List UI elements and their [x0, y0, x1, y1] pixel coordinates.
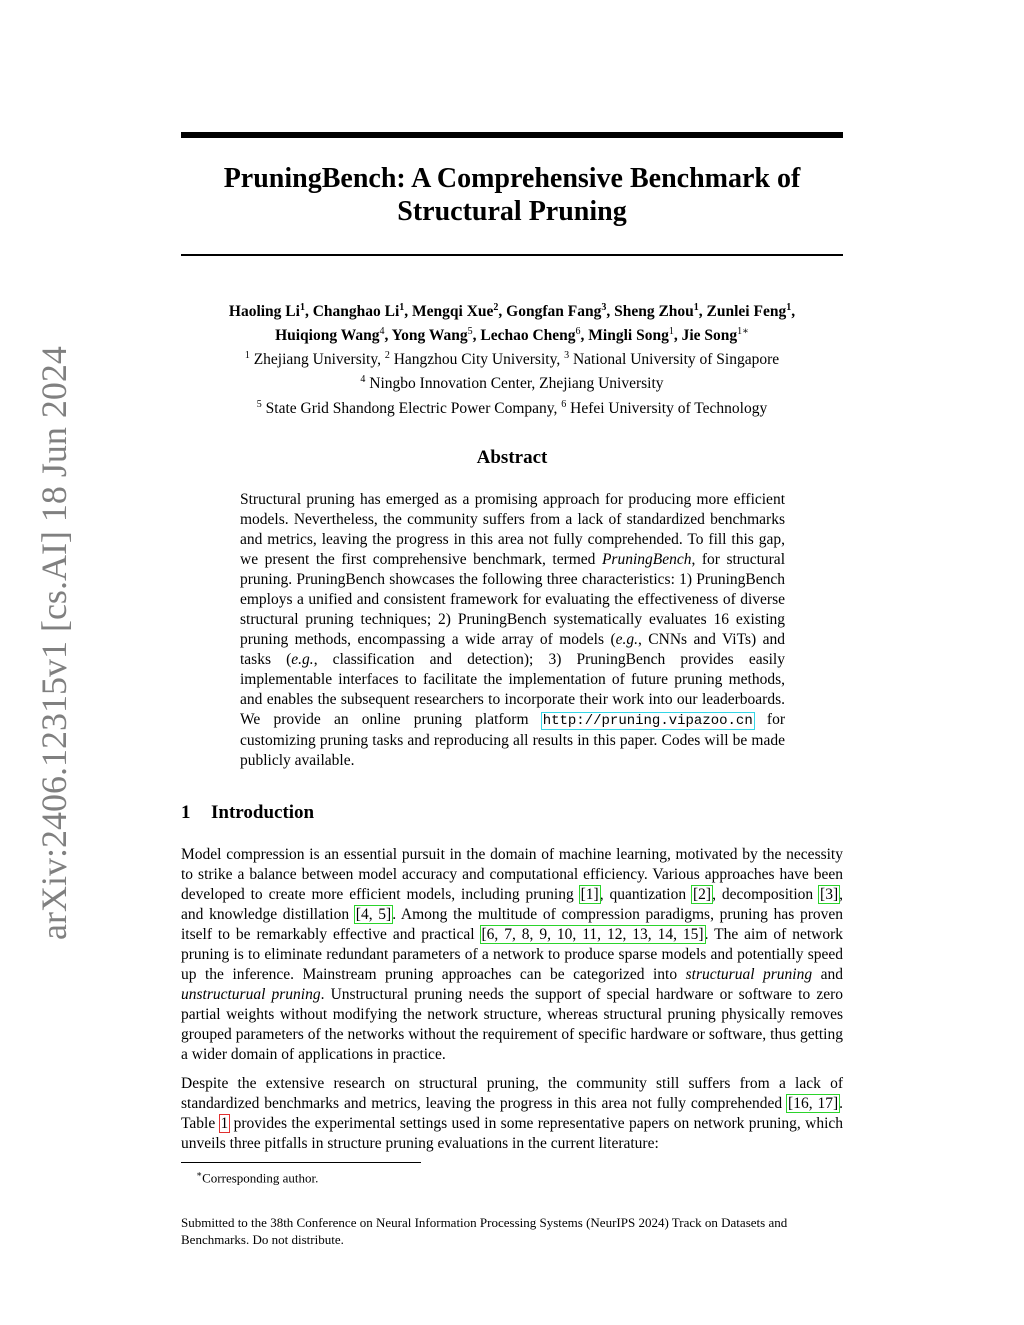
- author-name: Sheng Zhou: [614, 303, 694, 321]
- intro-paragraph-1: [181, 845, 843, 1065]
- abstract-emphasis: PruningBench: [601, 551, 692, 568]
- affiliation-number: 3: [564, 350, 570, 362]
- intro-emphasis: unstructurual pruning: [181, 986, 321, 1003]
- section-title: Introduction: [211, 802, 315, 823]
- author-name: Jie Song: [681, 327, 738, 345]
- affiliation-line-2: [181, 370, 843, 394]
- abstract-emphasis: e.g.: [291, 651, 314, 668]
- submission-note: Submitted to the 38th Conference on Neural Information Processing Systems (NeurIPS 2024) Track on Datasets and Benchmarks. Do not distribute.: [181, 1215, 788, 1247]
- author-name: Gongfan Fang: [506, 303, 602, 321]
- author-affiliation-sup: 1∗: [737, 326, 749, 338]
- abstract-text: , CNNs and ViTs) and tasks (: [240, 631, 785, 668]
- title-top-rule: [181, 132, 843, 138]
- citation-link[interactable]: [6, 7, 8, 9, 10, 11, 12, 13, 14, 15]: [481, 926, 704, 943]
- table-reference-link[interactable]: 1: [220, 1115, 229, 1132]
- footnote-rule: [181, 1162, 421, 1163]
- author-name: Changhao Li: [312, 303, 400, 321]
- intro-text: Model compression is an essential pursuit in the domain of machine learning, motivated by the necessity to strike a balance between model accuracy and computational efficiency. Various approaches have been developed to create more efficient models, including pruning: [181, 846, 843, 903]
- author-affiliation-sup: 2: [493, 302, 499, 313]
- section-heading-introduction: [181, 802, 314, 824]
- affiliation-number: 1: [244, 350, 250, 362]
- author-affiliation-sup: 6: [575, 326, 581, 338]
- introduction-body: [181, 845, 843, 1163]
- author-list-line-1: Haoling Li$^1$, Changhao Li$^1$, Mengqi Xue$^2$, Gongfan Fang$^3$, Sheng Zhou$^1$, Zunlei Feng$^1$,: [228, 302, 796, 321]
- author-affiliation-sup: 3: [601, 302, 607, 313]
- author-affiliation-sup: 1: [668, 326, 674, 338]
- pruning-platform-link[interactable]: http://pruning.vipazoo.cn: [542, 713, 753, 729]
- affiliation-text: State Grid Shandong Electric Power Company,: [261, 399, 562, 417]
- abstract-emphasis: e.g.: [615, 631, 638, 648]
- author-name: Zunlei Feng: [706, 303, 787, 321]
- paper-title: [181, 162, 843, 228]
- intro-text: . Unstructural pruning needs the support of special hardware or software to zero partial weights without modifying the network structure, whereas structural pruning physically removes grouped parameters of the networks without the requirement of specific hardware or software, thus getting a wider domain of applications in practice.: [181, 986, 843, 1063]
- affiliation-text: National University of Singapore: [569, 351, 780, 369]
- title-bottom-rule: [181, 254, 843, 256]
- abstract-body: [240, 490, 785, 771]
- intro-text: Despite the extensive research on structural pruning, the community still suffers from a lack of standardized benchmarks and metrics, leaving the progress in this area not fully comprehended: [181, 1075, 843, 1112]
- author-affiliation-sup: 1: [299, 302, 305, 313]
- author-block: [181, 298, 843, 419]
- footnote-corresponding-author: [196, 1166, 318, 1186]
- title-line-1: PruningBench: A Comprehensive Benchmark of: [223, 163, 801, 194]
- intro-text: , decomposition: [712, 886, 820, 903]
- affiliation-number: 6: [561, 398, 567, 410]
- title-line-2: Structural Pruning: [397, 196, 627, 227]
- affiliation-text: Ningbo Innovation Center, Zhejiang University: [365, 375, 664, 393]
- abstract-heading: Abstract: [476, 447, 548, 468]
- author-affiliation-sup: 5: [467, 326, 473, 338]
- citation-link[interactable]: [1]: [580, 886, 599, 903]
- author-list-line-2: Huiqiong Wang$^4$, Yong Wang$^5$, Lechao Cheng$^6$, Mingli Song$^1$, Jie Song$^{1∗}$: [275, 326, 749, 345]
- affiliation-number: 4: [360, 374, 366, 386]
- intro-text: . Among the multitude of compression paradigms, pruning has proven itself to be remarkably effective and practical: [181, 906, 843, 943]
- affiliation-number: 2: [384, 350, 390, 362]
- intro-text: . The aim of network pruning is to eliminate redundant parameters of a network to produce sparse models and potentially speed up the inference. Mainstream pruning approaches can be categorized into: [181, 926, 843, 983]
- intro-text: , quantization: [599, 886, 692, 903]
- intro-paragraph-2: [181, 1074, 843, 1154]
- author-name: Huiqiong Wang: [275, 327, 380, 345]
- intro-text: and: [812, 966, 844, 983]
- affiliation-text: Zhejiang University,: [249, 351, 385, 369]
- affiliation-line-3: [181, 395, 843, 419]
- author-name: Mingli Song: [588, 327, 669, 345]
- citation-link[interactable]: [3]: [820, 886, 839, 903]
- intro-text: . Table: [181, 1095, 843, 1132]
- author-name: Lechao Cheng: [480, 327, 576, 345]
- citation-link[interactable]: [4, 5]: [355, 906, 392, 923]
- author-name: Yong Wang: [391, 327, 468, 345]
- intro-text: provides the experimental settings used in some representative papers on network pruning, which unveils three pitfalls in structure pruning evaluations in the current literature:: [181, 1115, 844, 1152]
- abstract-text: , classification and detection); 3) PruningBench provides easily implementable interfaces to facilitate the implementation of future pruning methods, and enables the subsequent researchers to incorporate their work into our leaderboards. We provide an online pruning platform: [240, 651, 785, 728]
- intro-text: , and knowledge distillation: [181, 886, 843, 923]
- intro-emphasis: structurual pruning: [685, 966, 813, 983]
- citation-link[interactable]: [16, 17]: [788, 1095, 839, 1112]
- arxiv-identifier-stamp: arXiv:2406.12315v1 [cs.AI] 18 Jun 2024: [34, 346, 74, 940]
- affiliation-text: Hangzhou City University,: [389, 351, 565, 369]
- author-affiliation-sup: 1: [786, 302, 792, 313]
- footnote-text: Corresponding author.: [202, 1170, 319, 1186]
- abstract-text: , for structural pruning. PruningBench showcases the following three characteristics: 1) PruningBench employs a unified and consistent framework for evaluating the effectiveness of diverse structural pruning techniques; 2) PruningBench systematically evaluates 16 existing pruning methods, encompassing a wide array of models (: [240, 551, 785, 648]
- footnote-mark: ∗: [196, 1169, 203, 1179]
- author-name: Haoling Li: [228, 303, 300, 321]
- author-affiliation-sup: 4: [379, 326, 385, 338]
- author-affiliation-sup: 1: [399, 302, 405, 313]
- affiliation-line-1: [181, 346, 843, 370]
- affiliation-number: 5: [256, 398, 262, 410]
- abstract-text: for customizing pruning tasks and reproducing all results in this paper. Codes will be made publicly available.: [240, 711, 786, 769]
- citation-link[interactable]: [2]: [693, 886, 712, 903]
- abstract-text: Structural pruning has emerged as a promising approach for producing more efficient models. Nevertheless, the community suffers from a lack of standardized benchmarks and metrics, leaving the progress in this area not fully comprehended. To fill this gap, we present the first comprehensive benchmark, termed: [240, 491, 785, 568]
- author-affiliation-sup: 1: [693, 302, 699, 313]
- affiliation-text: Hefei University of Technology: [566, 399, 768, 417]
- author-name: Mengqi Xue: [412, 303, 494, 321]
- section-number: 1: [181, 802, 191, 823]
